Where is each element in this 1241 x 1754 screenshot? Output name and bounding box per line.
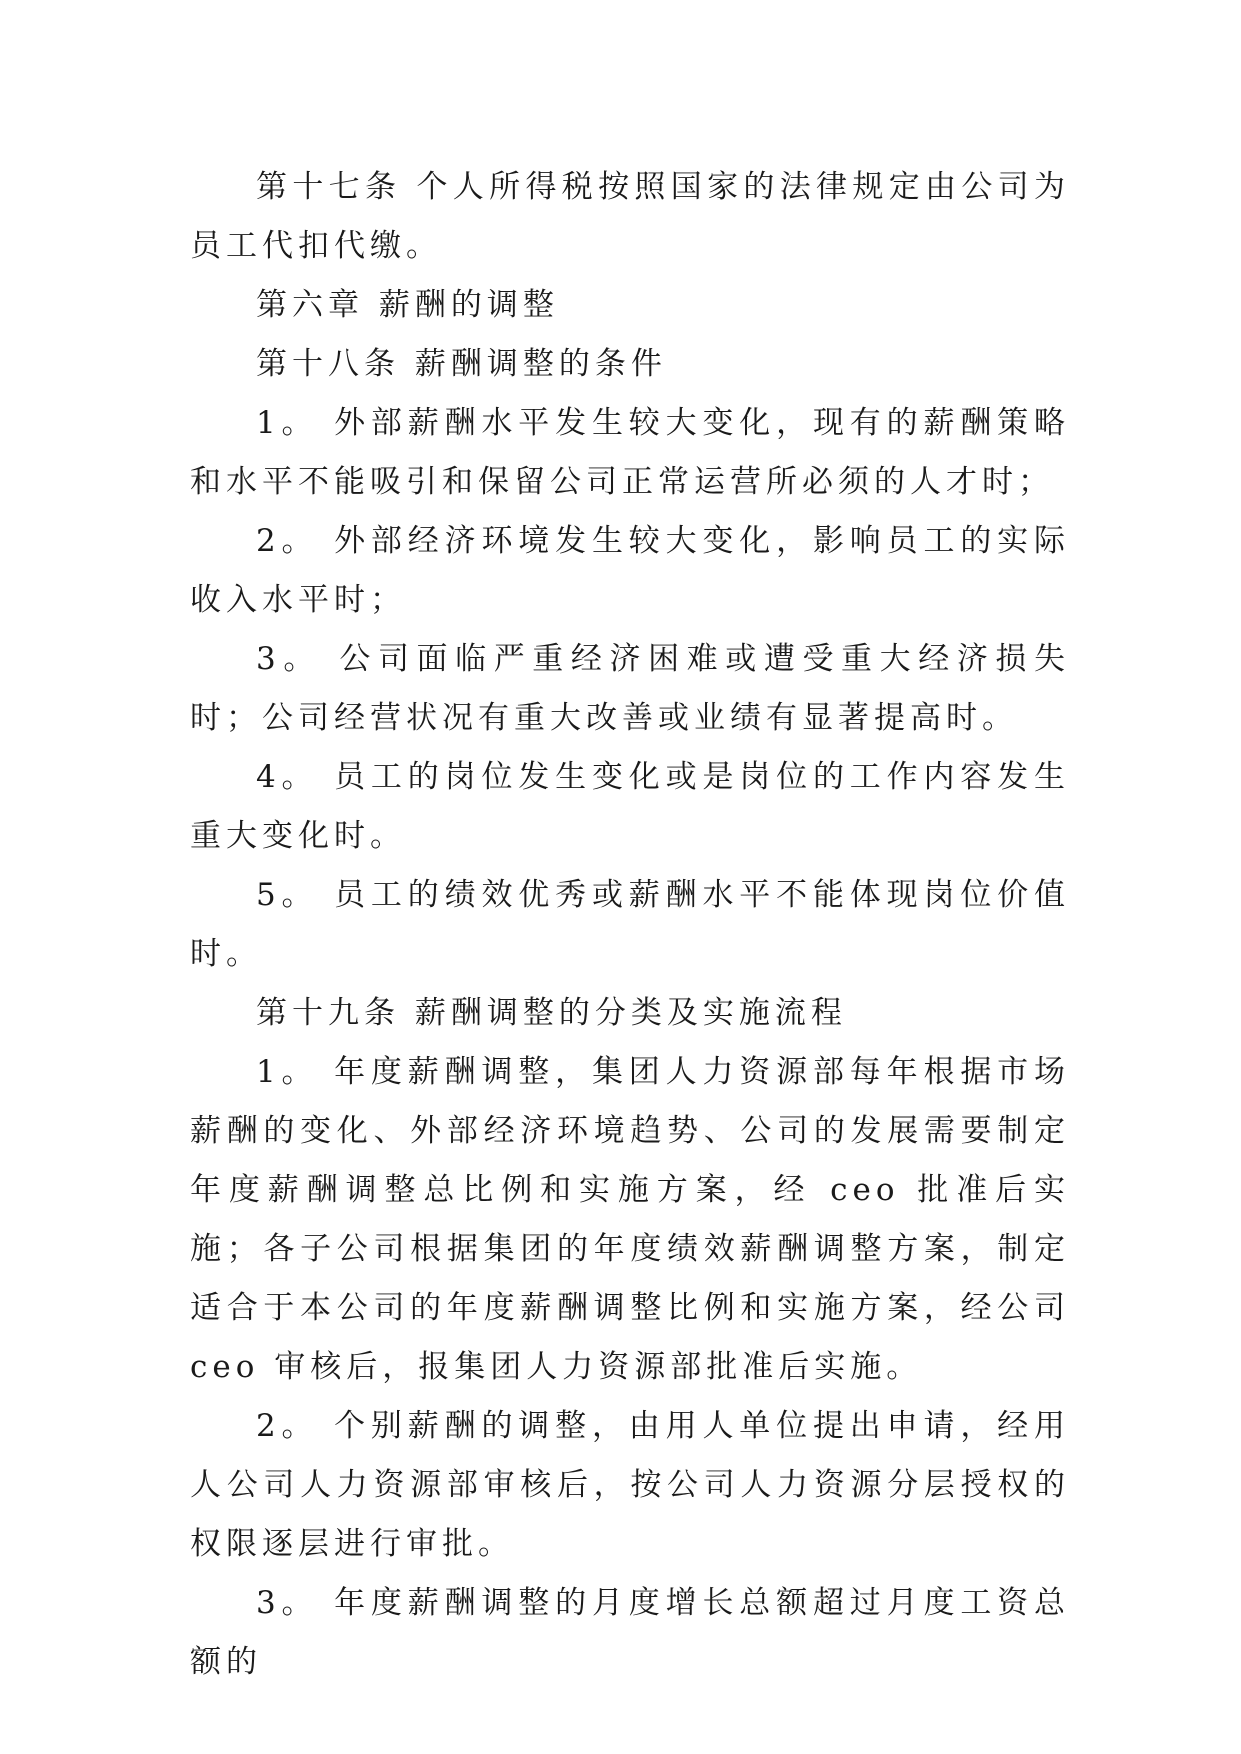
article-18-item-3: 3。 公司面临严重经济困难或遭受重大经济损失时；公司经营状况有重大改善或业绩有显著提高时。	[190, 641, 1070, 736]
article-18-item-1: 1。 外部薪酬水平发生较大变化，现有的薪酬策略和水平不能吸引和保留公司正常运营所必须的人才时；	[190, 405, 1070, 500]
article-17: 第十七条 个人所得税按照国家的法律规定由公司为员工代扣代缴。	[190, 169, 1070, 264]
article-19-item-2: 2。 个别薪酬的调整，由用人单位提出申请，经用人公司人力资源部审核后，按公司人力资源分层授权的权限逐层进行审批。	[190, 1408, 1070, 1562]
article-19-item-1: 1。 年度薪酬调整，集团人力资源部每年根据市场薪酬的变化、外部经济环境趋势、公司的发展需要制定年度薪酬调整总比例和实施方案，经 ceo 批准后实施；各子公司根据集团的年度绩效薪酬调整方案，制定适合于本公司的年度薪酬调整比例和实施方案，经公司 ceo 审核后，报集团人力资源部批准后实施。	[190, 1054, 1070, 1385]
article-19-heading: 第十九条 薪酬调整的分类及实施流程	[256, 995, 847, 1031]
article-19-item-3: 3。 年度薪酬调整的月度增长总额超过月度工资总额的	[190, 1585, 1070, 1680]
article-18-item-4: 4。 员工的岗位发生变化或是岗位的工作内容发生重大变化时。	[190, 759, 1070, 854]
article-18-item-2: 2。 外部经济环境发生较大变化，影响员工的实际收入水平时；	[190, 523, 1070, 618]
article-18-item-5: 5。 员工的绩效优秀或薪酬水平不能体现岗位价值时。	[190, 877, 1070, 972]
article-18-heading: 第十八条 薪酬调整的条件	[256, 346, 667, 382]
chapter-6-heading: 第六章 薪酬的调整	[256, 287, 559, 323]
document-body	[190, 158, 1070, 1692]
